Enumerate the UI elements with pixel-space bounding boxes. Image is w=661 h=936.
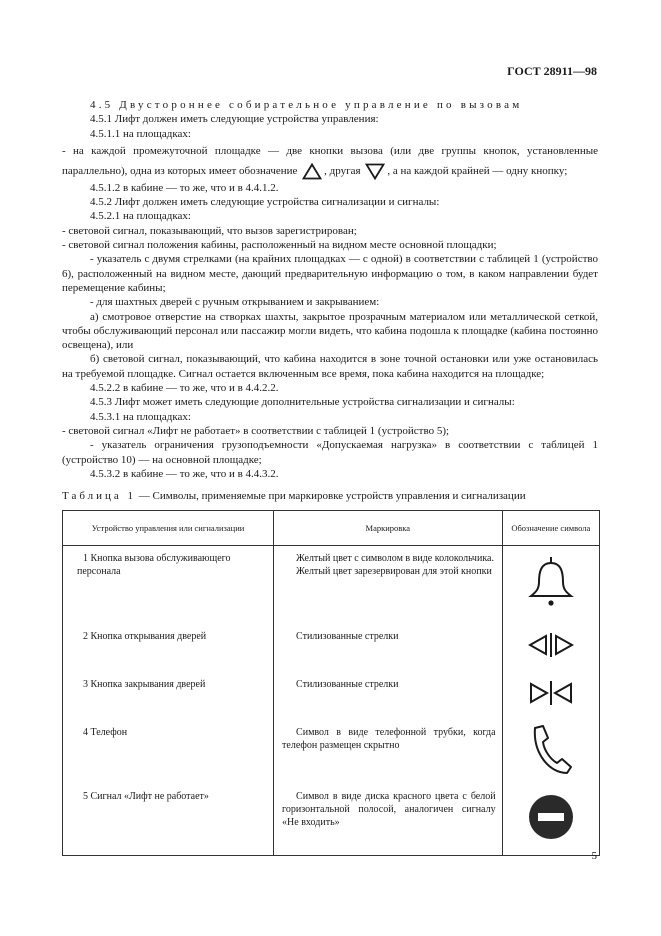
table-caption-text: — Символы, применяемые при маркировке устройств управления и сигнализации bbox=[138, 490, 526, 502]
list-item: б) световой сигнал, показывающий, что кабина находится в зоне точной остановки или уже остановилась на требуемой площадке. Сигнал остается включенным все время, пока кабина находится на площадке; bbox=[62, 353, 598, 380]
buttons-text-3: , а на каждой крайней — одну кнопку; bbox=[387, 164, 568, 177]
table-header-device: Устройство управления или сигнализации bbox=[63, 511, 274, 546]
body-text bbox=[62, 98, 598, 481]
list-item: - указатель с двумя стрелками (на крайних площадках — с одной) в соответствии с таблицей 1 (устройство 6), расположенный на видном месте, дающий предварительную информацию о том, в каком направлении будет перемещение кабины; bbox=[62, 253, 598, 294]
door-open-arrows-icon bbox=[528, 632, 574, 658]
no-entry-icon bbox=[528, 794, 574, 840]
row-device: 3 Кнопка закрывания дверей bbox=[83, 678, 206, 690]
table-caption-label: Таблица 1 bbox=[62, 490, 137, 502]
buttons-text-1: - на каждой промежуточной площадке — две кнопки вызова (или две группы кнопок, установленные параллельно), одна из которых имеет обозначение bbox=[62, 144, 598, 177]
document-header: ГОСТ 28911—98 bbox=[507, 64, 597, 78]
row-device: 2 Кнопка открывания дверей bbox=[83, 630, 207, 642]
paragraph: 4.5.3.2 в кабине — то же, что и в 4.4.3.2. bbox=[90, 467, 279, 480]
list-item: - световой сигнал, показывающий, что вызов зарегистрирован; bbox=[62, 224, 357, 237]
symbols-table bbox=[62, 510, 600, 856]
buttons-text-2: , другая bbox=[324, 164, 361, 177]
bell-icon bbox=[528, 556, 574, 608]
row-marking: Стилизованные стрелки bbox=[296, 630, 399, 642]
paragraph-buttons bbox=[62, 141, 598, 181]
row-device: 5 Сигнал «Лифт не работает» bbox=[83, 790, 209, 802]
row-marking: Символ в виде телефонной трубки, когда телефон размещен скрытно bbox=[282, 726, 496, 751]
table-caption bbox=[62, 490, 526, 502]
table-row bbox=[63, 784, 600, 856]
door-close-arrows-icon bbox=[528, 680, 574, 706]
row-marking: Желтый цвет зарезервирован для этой кнопки bbox=[296, 566, 492, 577]
table-row bbox=[63, 546, 600, 624]
paragraph: 4.5.2.1 на площадках: bbox=[90, 210, 191, 223]
row-device: 1 Кнопка вызова обслуживающего персонала bbox=[77, 553, 231, 577]
paragraph: 4.5.3.1 на площадках: bbox=[90, 410, 191, 423]
table-row bbox=[63, 672, 600, 720]
paragraph: 4.5.1.1 на площадках: bbox=[90, 127, 191, 140]
triangle-up-icon bbox=[302, 163, 322, 180]
paragraph: 4.5.3 Лифт может иметь следующие дополнительные устройства сигнализации и сигналы: bbox=[90, 396, 515, 409]
page-number: 5 bbox=[591, 850, 597, 862]
section-heading: 4.5 Двустороннее собирательное управление по вызовам bbox=[90, 99, 523, 111]
list-item: - указатель ограничения грузоподъемности «Допускаемая нагрузка» в соответствии с таблицей 1 (устройство 10) — на основной площадке; bbox=[62, 439, 598, 466]
list-item: - световой сигнал положения кабины, расположенный на видном месте основной площадки; bbox=[62, 239, 497, 252]
paragraph: 4.5.1 Лифт должен иметь следующие устройства управления: bbox=[90, 113, 379, 126]
table-header-marking: Маркировка bbox=[274, 511, 503, 546]
row-device: 4 Телефон bbox=[83, 726, 128, 738]
table-row bbox=[63, 624, 600, 672]
row-marking: Символ в виде диска красного цвета с белой горизонтальной полосой, аналогичен сигналу «Не входить» bbox=[282, 790, 496, 828]
list-item: а) смотровое отверстие на створках шахты, закрытое прозрачным материалом или металлической сеткой, чтобы обслуживающий персонал или пассажир могли видеть, что кабина подошла к площадке (кабина постоянно освещена), или bbox=[62, 310, 598, 352]
triangle-down-icon bbox=[365, 163, 385, 180]
paragraph: 4.5.2.2 в кабине — то же, что и в 4.4.2.2. bbox=[90, 382, 279, 395]
list-item: - для шахтных дверей с ручным открыванием и закрыванием: bbox=[90, 296, 380, 309]
table-row bbox=[63, 720, 600, 784]
table-header-symbol: Обозначение символа bbox=[502, 511, 599, 546]
row-marking: Стилизованные стрелки bbox=[296, 678, 399, 690]
paragraph: 4.5.1.2 в кабине — то же, что и в 4.4.1.2. bbox=[90, 181, 279, 194]
phone-handset-icon bbox=[529, 723, 573, 775]
list-item: - световой сигнал «Лифт не работает» в соответствии с таблицей 1 (устройство 5); bbox=[62, 424, 450, 437]
paragraph: 4.5.2 Лифт должен иметь следующие устройства сигнализации и сигналы: bbox=[90, 196, 440, 209]
row-marking: Желтый цвет с символом в виде колокольчика. bbox=[296, 553, 494, 564]
